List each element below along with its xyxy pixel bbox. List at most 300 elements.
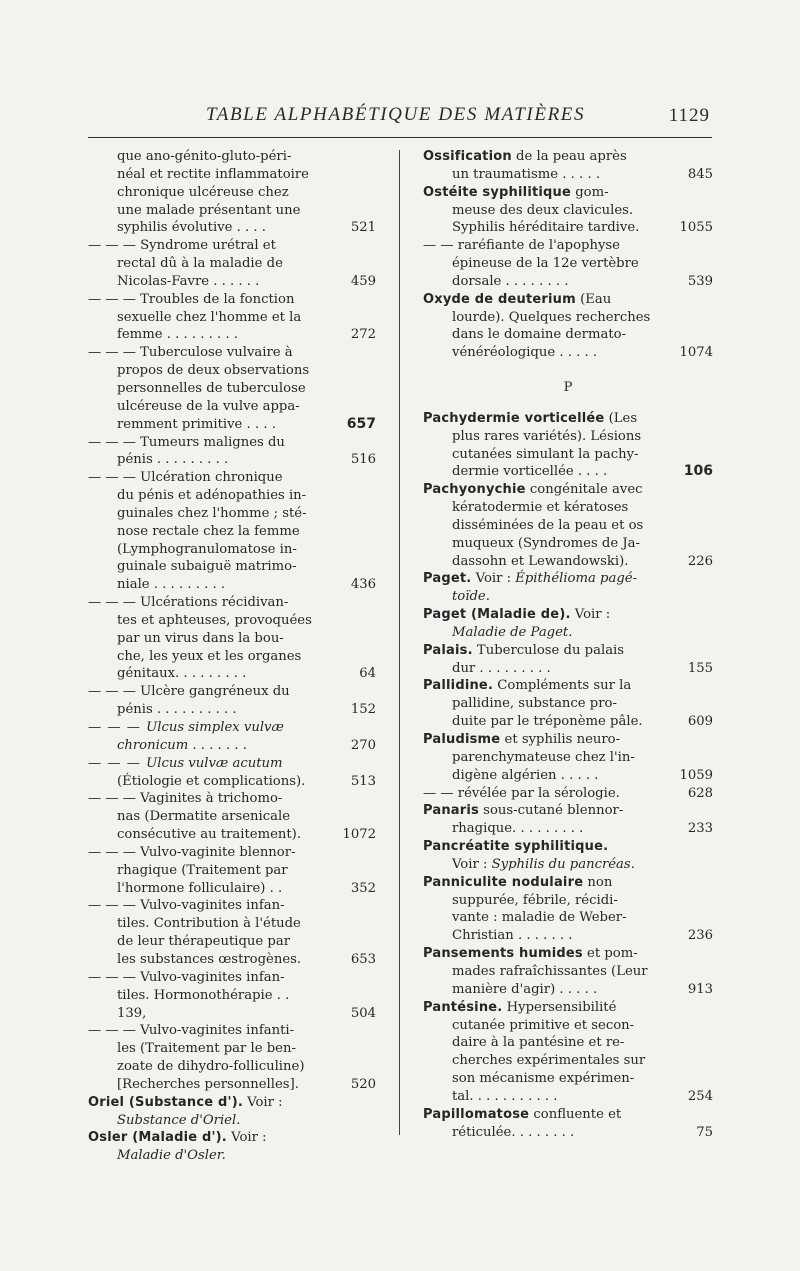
entry-text: vante : maladie de Weber-: [452, 910, 627, 926]
entry-text: tiles. Contribution à l'étude: [117, 916, 301, 932]
entry-italic: Maladie d'Osler.: [117, 1148, 226, 1164]
page-ref: 155: [687, 660, 713, 676]
index-entry: [423, 999, 713, 1106]
entry-line: [423, 909, 713, 927]
entry-line: [423, 481, 713, 499]
index-entry: [88, 291, 376, 345]
index-entry: [423, 838, 713, 874]
entry-text: Christian . . . . . . .: [452, 928, 573, 944]
page-ref: 504: [350, 1005, 376, 1021]
entry-line: [88, 648, 376, 666]
index-entry: [423, 606, 713, 642]
entry-line: [88, 897, 376, 915]
entry-line: [88, 1129, 376, 1147]
entry-line: [88, 326, 376, 344]
entry-line: [88, 398, 376, 416]
entry-line: [423, 428, 713, 446]
entry-keyword: Pallidine.: [423, 678, 494, 694]
index-entry: [88, 683, 376, 719]
index-entry: [423, 874, 713, 945]
entry-line: [88, 1094, 376, 1112]
entry-line: [423, 981, 713, 999]
entry-line: [423, 148, 713, 166]
entry-keyword: Paget (Maladie de).: [423, 607, 571, 623]
page-ref: 521: [350, 220, 376, 236]
entry-text: tiles. Hormonothérapie . .: [117, 987, 290, 1003]
entry-line: [423, 660, 713, 678]
entry-italic: Ulcus vulvæ acutum: [146, 755, 283, 771]
entry-line: [423, 856, 713, 874]
entry-text: Nicolas-Favre . . . . . .: [117, 273, 260, 289]
page-ref: 653: [350, 951, 376, 967]
entry-text: (Lymphogranulomatose in-: [117, 541, 297, 557]
index-entry: [423, 642, 713, 678]
entry-text: suppurée, fébrile, récidi-: [452, 892, 618, 908]
entry-italic: Ulcus simplex vulvæ: [146, 720, 284, 735]
entry-text: dassohn et Lewandowski).: [452, 553, 629, 569]
entry-text: rhagique. . . . . . . . .: [452, 821, 584, 837]
entry-line: [423, 446, 713, 464]
page-ref: 226: [687, 553, 713, 569]
entry-line: [88, 434, 376, 452]
right-column: [423, 148, 713, 1141]
entry-line: [423, 588, 713, 606]
entry-keyword: Ostéite syphilitique: [423, 184, 572, 200]
entry-text: zoate de dihydro-folliculine): [117, 1059, 305, 1075]
entry-text: parenchymateuse chez l'in-: [452, 749, 635, 765]
index-entry: [423, 291, 713, 362]
entry-line: [88, 541, 376, 559]
entry-italic: toïde.: [452, 589, 490, 605]
page-ref: 106: [683, 463, 713, 480]
entry-text: vénéréologique . . . . .: [452, 345, 598, 361]
entry-keyword: Pachyonychie: [423, 482, 526, 498]
entry-text: réticulée. . . . . . . .: [452, 1124, 575, 1140]
entry-text: lourde). Quelques recherches: [452, 309, 651, 325]
page-ref: 845: [687, 166, 713, 182]
entry-line: [88, 1147, 376, 1165]
entry-text: et pom-: [582, 946, 638, 962]
entry-line: [423, 945, 713, 963]
page-ref: 236: [687, 928, 713, 944]
index-entry: [88, 434, 376, 470]
entry-text: Voir :: [471, 571, 516, 587]
entry-text: disséminées de la peau et os: [452, 517, 644, 533]
entry-keyword: Panniculite nodulaire: [423, 874, 584, 890]
entry-text: que ano-génito-gluto-péri-: [117, 149, 292, 164]
entry-line: [88, 862, 376, 880]
entry-line: [423, 326, 713, 344]
entry-text: dermie vorticellée . . . .: [452, 464, 608, 480]
entry-line: [423, 273, 713, 291]
entry-line: [88, 790, 376, 808]
entry-keyword: Papillomatose: [423, 1106, 530, 1122]
entry-text: manière d'agir) . . . . .: [452, 981, 598, 997]
entry-line: [88, 808, 376, 826]
page-ref: 1055: [679, 220, 713, 236]
entry-text: remment primitive . . . .: [117, 416, 276, 432]
entry-keyword: Osler (Maladie d').: [88, 1130, 227, 1146]
entry-text: nas (Dermatite arsenicale: [117, 809, 291, 825]
entry-text: dans le domaine dermato-: [452, 327, 627, 343]
entry-line: [423, 713, 713, 731]
entry-line: [88, 523, 376, 541]
entry-text: niale . . . . . . . . .: [117, 577, 226, 593]
entry-text: Voir :: [226, 1130, 267, 1146]
entry-text: — — — Troubles de la fonction: [88, 291, 295, 307]
entry-text: Voir :: [452, 856, 492, 872]
entry-text: — — — Vulvo-vaginites infan-: [88, 898, 285, 914]
index-entry: [88, 1129, 376, 1165]
entry-text: — — — Vaginites à trichomo-: [88, 791, 283, 807]
entry-text: par un virus dans la bou-: [117, 630, 284, 646]
entry-text: mades rafraîchissantes (Leur: [452, 963, 648, 979]
index-entry: [423, 481, 713, 570]
page-ref: 516: [350, 452, 376, 468]
index-entry: [423, 677, 713, 731]
entry-line: [88, 969, 376, 987]
entry-line: [88, 773, 376, 791]
column-divider: [399, 150, 400, 1135]
entry-text: meuse des deux clavicules.: [452, 202, 634, 218]
entry-text: congénitale avec: [525, 482, 643, 498]
entry-text: . . . . . . .: [188, 737, 247, 753]
entry-line: [423, 785, 713, 803]
page-number: 1129: [668, 105, 710, 126]
entry-line: [423, 535, 713, 553]
entry-text: de la peau après: [511, 149, 627, 164]
entry-italic: Syphilis du pancréas.: [491, 856, 635, 872]
entry-line: [423, 1106, 713, 1124]
index-entry: [88, 790, 376, 844]
entry-italic: Maladie de Paget.: [452, 624, 573, 640]
entry-text: propos de deux observations: [117, 363, 310, 379]
entry-line: [423, 606, 713, 624]
entry-line: [423, 695, 713, 713]
entry-line: [423, 1034, 713, 1052]
entry-text: tal. . . . . . . . . . .: [452, 1088, 558, 1104]
entry-text: consécutive au traitement).: [117, 827, 302, 843]
entry-line: [88, 915, 376, 933]
entry-line: [423, 291, 713, 309]
entry-keyword: Pancréatite syphilitique.: [423, 839, 609, 855]
entry-line: [88, 719, 376, 737]
entry-text: — — — Tumeurs malignes du: [88, 434, 285, 450]
entry-line: [423, 1088, 713, 1106]
entry-text: et syphilis neuro-: [500, 732, 621, 747]
index-entry: [88, 148, 376, 237]
entry-line: [423, 309, 713, 327]
index-entry: [88, 1022, 376, 1093]
entry-text: nose rectale chez la femme: [117, 523, 300, 539]
index-entry: [423, 237, 713, 291]
entry-text: l'hormone folliculaire) . .: [117, 880, 283, 896]
entry-keyword: Pachydermie vorticellée: [423, 410, 605, 426]
entry-text: digène algérien . . . . .: [452, 767, 599, 783]
entry-line: [88, 880, 376, 898]
page-ref: 254: [687, 1088, 713, 1104]
entry-keyword: Palais.: [423, 642, 473, 658]
entry-keyword: Pansements humides: [423, 946, 583, 962]
entry-text: duite par le tréponème pâle.: [452, 714, 643, 730]
entry-text: Compléments sur la: [493, 678, 632, 694]
entry-text: ulcéreuse de la vulve appa-: [117, 398, 300, 414]
entry-text: guinale subaiguë matrimo-: [117, 559, 297, 575]
index-entry: [423, 945, 713, 999]
entry-keyword: Oxyde de deuterium: [423, 291, 576, 307]
entry-text: — — — Vulvo-vaginite blennor-: [88, 844, 296, 860]
entry-line: [88, 737, 376, 755]
entry-text: — — — Ulcération chronique: [88, 470, 283, 486]
index-entry: [423, 184, 713, 238]
entry-keyword: Pantésine.: [423, 999, 503, 1015]
entry-line: [423, 570, 713, 588]
entry-text: dorsale . . . . . . . .: [452, 273, 569, 289]
entry-line: [88, 344, 376, 362]
index-entry: [88, 844, 376, 898]
page-ref: 64: [359, 666, 376, 682]
entry-text: [Recherches personnelles].: [117, 1076, 299, 1092]
entry-line: [423, 499, 713, 517]
entry-line: [88, 612, 376, 630]
index-entry: [423, 731, 713, 785]
entry-text: guinales chez l'homme ; sté-: [117, 505, 307, 521]
entry-text: Hypersensibilité: [502, 999, 617, 1015]
entry-line: [423, 1017, 713, 1035]
entry-text: génitaux. . . . . . . . .: [117, 666, 247, 682]
entry-line: [88, 237, 376, 255]
entry-line: [88, 933, 376, 951]
entry-text: — — — Tuberculose vulvaire à: [88, 345, 293, 361]
entry-text: épineuse de la 12e vertèbre: [452, 256, 639, 272]
entry-text: — — — Vulvo-vaginites infan-: [88, 969, 285, 985]
entry-italic: Épithélioma pagé-: [515, 571, 638, 587]
entry-text: une malade présentant une: [117, 202, 301, 218]
entry-line: [88, 309, 376, 327]
entry-text: du pénis et adénopathies in-: [117, 488, 307, 504]
entry-text: non: [583, 874, 613, 890]
page-ref: 513: [350, 773, 376, 789]
entry-keyword: Oriel (Substance d').: [88, 1094, 243, 1110]
entry-line: [423, 166, 713, 184]
entry-line: [88, 683, 376, 701]
entry-line: [88, 665, 376, 683]
page-title: TABLE ALPHABÉTIQUE DES MATIÈRES: [206, 104, 586, 125]
entry-line: [88, 576, 376, 594]
page-ref: 1072: [342, 827, 376, 843]
page-ref: 913: [687, 981, 713, 997]
running-header: [88, 100, 712, 130]
entry-line: [88, 1022, 376, 1040]
entry-line: [423, 624, 713, 642]
entry-line: [88, 255, 376, 273]
page-ref: 272: [350, 327, 376, 343]
entry-line: [423, 802, 713, 820]
entry-line: [88, 380, 376, 398]
index-entry: [88, 237, 376, 291]
entry-text: — — —: [88, 755, 147, 771]
entry-line: [423, 517, 713, 535]
entry-text: personnelles de tuberculose: [117, 380, 306, 396]
entry-line: [88, 148, 376, 166]
entry-text: plus rares variétés). Lésions: [452, 428, 642, 444]
entry-line: [423, 767, 713, 785]
entry-line: [423, 892, 713, 910]
entry-text: les substances œstrogènes.: [117, 951, 302, 967]
entry-text: cutanée primitive et secon-: [452, 1017, 635, 1033]
entry-text: rhagique (Traitement par: [117, 862, 288, 878]
entry-text: un traumatisme . . . . .: [452, 166, 601, 182]
entry-line: [88, 987, 376, 1005]
entry-line: [88, 951, 376, 969]
entry-text: confluente et: [529, 1106, 622, 1122]
page-ref: 520: [350, 1076, 376, 1092]
entry-line: [423, 553, 713, 571]
index-entry: [88, 719, 376, 755]
entry-line: [423, 927, 713, 945]
entry-text: kératodermie et kératoses: [452, 500, 629, 516]
entry-line: [423, 237, 713, 255]
entry-text: chronique ulcéreuse chez: [117, 184, 289, 200]
page-ref: 539: [687, 273, 713, 289]
entry-text: les (Traitement par le ben-: [117, 1041, 296, 1057]
page-ref: 352: [350, 880, 376, 896]
entry-text: — — — Ulcère gangréneux du: [88, 684, 290, 700]
entry-line: [88, 505, 376, 523]
entry-line: [88, 1112, 376, 1130]
entry-text: — — — Ulcérations récidivan-: [88, 595, 289, 611]
entry-line: [423, 963, 713, 981]
entry-line: [423, 202, 713, 220]
entry-text: — — — Vulvo-vaginites infanti-: [88, 1023, 295, 1039]
section-letter: P: [563, 380, 573, 396]
entry-text: rectal dû à la maladie de: [117, 256, 283, 272]
entry-line: [423, 749, 713, 767]
entry-text: muqueux (Syndromes de Ja-: [452, 535, 640, 551]
entry-line: [88, 273, 376, 291]
entry-line: [88, 755, 376, 773]
entry-line: [88, 219, 376, 237]
entry-line: [423, 731, 713, 749]
entry-text: de leur thérapeutique par: [117, 934, 291, 950]
entry-italic: Substance d'Oriel.: [117, 1112, 241, 1128]
index-entry: [423, 148, 713, 184]
entry-line: [88, 166, 376, 184]
entry-text: tes et aphteuses, provoquées: [117, 612, 312, 628]
page-ref: 436: [350, 577, 376, 593]
entry-line: [423, 463, 713, 481]
entry-text: pénis . . . . . . . . . .: [117, 702, 237, 718]
entry-line: [88, 826, 376, 844]
index-entry: [423, 570, 713, 606]
entry-line: [88, 630, 376, 648]
entry-line: [423, 1052, 713, 1070]
entry-text: (Eau: [575, 291, 612, 307]
entry-line: [423, 219, 713, 237]
entry-text: daire à la pantésine et re-: [452, 1035, 625, 1051]
entry-line: [423, 255, 713, 273]
entry-text: (Étiologie et complications).: [117, 773, 306, 789]
entry-line: [88, 416, 376, 434]
page-ref: 609: [687, 714, 713, 730]
entry-keyword: Ossification: [423, 149, 512, 164]
page-ref: 628: [687, 785, 713, 801]
entry-text: (Les: [604, 410, 638, 426]
index-entry: [88, 969, 376, 1023]
entry-line: [423, 677, 713, 695]
entry-line: [88, 1005, 376, 1023]
entry-line: [88, 291, 376, 309]
page-ref: 233: [687, 821, 713, 837]
entry-line: [423, 184, 713, 202]
entry-text: syphilis évolutive . . . .: [117, 220, 266, 236]
index-entry: [88, 897, 376, 968]
entry-text: 139,: [117, 1005, 147, 1021]
page-ref: 459: [350, 273, 376, 289]
entry-line: [423, 1124, 713, 1142]
entry-text: néal et rectite inflammatoire: [117, 166, 309, 182]
entry-text: sexuelle chez l'homme et la: [117, 309, 302, 325]
entry-line: [423, 642, 713, 660]
page-ref: 270: [350, 737, 376, 753]
entry-text: pénis . . . . . . . . .: [117, 452, 229, 468]
page-ref: 152: [350, 702, 376, 718]
entry-line: [423, 344, 713, 362]
entry-text: gom-: [571, 184, 609, 200]
entry-keyword: Panaris: [423, 803, 479, 819]
entry-line: [88, 558, 376, 576]
index-entry: [88, 755, 376, 791]
page-ref: 1059: [679, 767, 713, 783]
index-entry: [88, 1094, 376, 1130]
entry-text: pallidine, substance pro-: [452, 696, 617, 712]
entry-line: [88, 362, 376, 380]
entry-text: — — révélée par la sérologie.: [423, 785, 620, 801]
entry-text: Voir :: [242, 1094, 283, 1110]
entry-line: [88, 451, 376, 469]
entry-italic: chronicum: [117, 737, 189, 753]
entry-line: [88, 487, 376, 505]
index-entry: [423, 802, 713, 838]
entry-line: [423, 874, 713, 892]
entry-line: [88, 1040, 376, 1058]
index-entry: [423, 1106, 713, 1142]
page-ref: 657: [346, 415, 376, 432]
entry-text: cherches expérimentales sur: [452, 1053, 646, 1069]
entry-text: che, les yeux et les organes: [117, 648, 302, 664]
index-entry: [88, 344, 376, 433]
entry-text: — — raréfiante de l'apophyse: [423, 238, 620, 254]
entry-text: Syphilis héréditaire tardive.: [452, 220, 640, 236]
entry-text: Voir :: [570, 607, 611, 623]
entry-line: [88, 1076, 376, 1094]
entry-line: [423, 820, 713, 838]
entry-text: femme . . . . . . . . .: [117, 327, 238, 343]
entry-text: dur . . . . . . . . .: [452, 660, 551, 676]
index-entry: [88, 469, 376, 594]
entry-line: [423, 999, 713, 1017]
entry-line: [88, 184, 376, 202]
entry-line: [88, 469, 376, 487]
entry-line: [423, 410, 713, 428]
entry-line: [423, 1070, 713, 1088]
page-ref: 1074: [679, 345, 713, 361]
entry-text: cutanées simulant la pachy-: [452, 446, 639, 462]
entry-text: — — — Syndrome urétral et: [88, 238, 276, 254]
left-column: [88, 148, 376, 1165]
index-entry: [423, 785, 713, 803]
entry-line: [88, 594, 376, 612]
